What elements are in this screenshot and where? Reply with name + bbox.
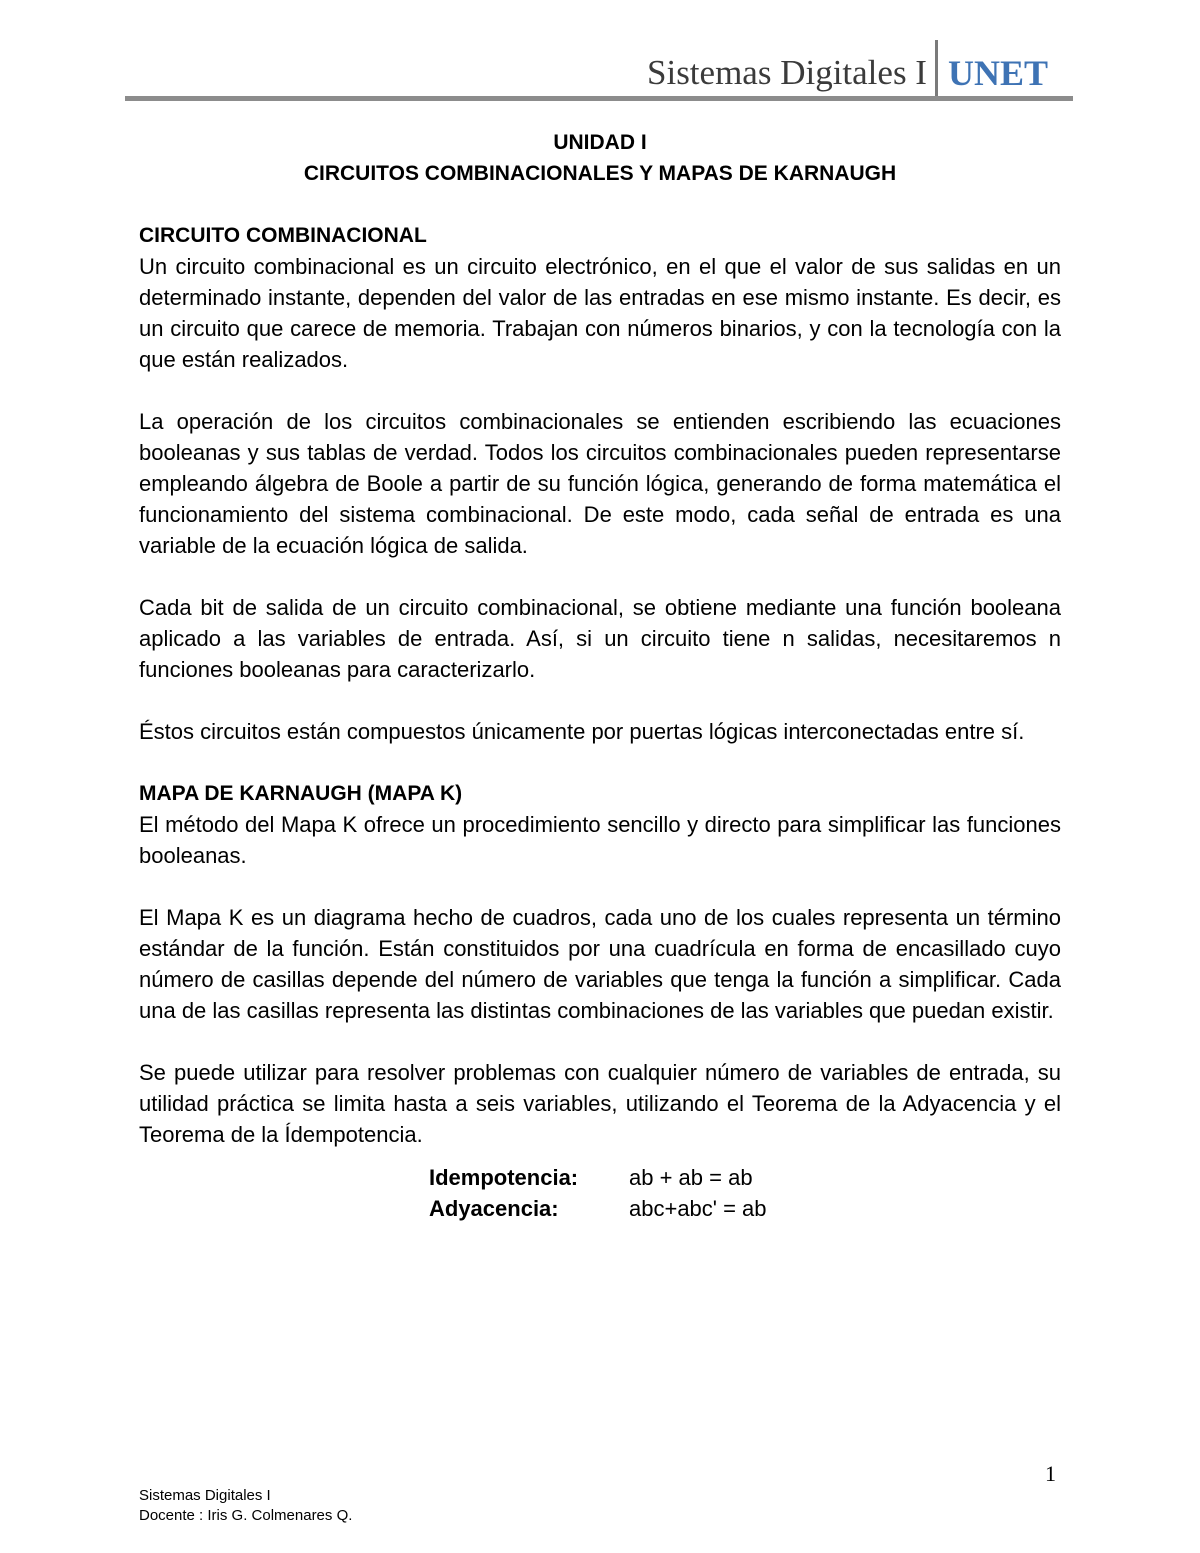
header-rule	[125, 96, 1073, 101]
paragraph: Se puede utilizar para resolver problemas con cualquier número de variables de entrada, su utilidad práctica se limita hasta a seis variables, utilizando el Teorema de la Adyacencia y el Teorema de la Ídempotencia.	[139, 1060, 1061, 1147]
equation-label: Idempotencia:	[429, 1165, 579, 1190]
page-number: 1	[1045, 1461, 1056, 1486]
equation-row	[429, 1193, 1061, 1224]
paragraph: Éstos circuitos están compuestos únicamente por puertas lógicas interconectadas entre sí.	[139, 719, 1025, 744]
page-footer	[139, 1486, 352, 1526]
equation-label: Adyacencia:	[429, 1196, 559, 1221]
section-heading-karnaugh: MAPA DE KARNAUGH (MAPA K)	[139, 782, 463, 805]
unit-title: UNIDAD I	[553, 131, 647, 154]
equation-row	[429, 1162, 1061, 1193]
paragraph: Un circuito combinacional es un circuito electrónico, en el que el valor de sus salidas en un determinado instante, dependen del valor de las entradas en ese mismo instante. Es decir, es un circuito que carece de memoria. Trabajan con números binarios, y con la tecnología con la que están realizados.	[139, 254, 1061, 372]
paragraph: El Mapa K es un diagrama hecho de cuadros, cada uno de los cuales representa un término estándar de la función. Están constituidos por una cuadrícula en forma de encasillado cuyo número de casillas depende del número de variables que tenga la función a simplificar. Cada una de las casillas representa las distintas combinaciones de las variables que puedan existir.	[139, 905, 1061, 1023]
paragraph: El método del Mapa K ofrece un procedimiento sencillo y directo para simplificar las funciones booleanas.	[139, 812, 1061, 868]
paragraph: La operación de los circuitos combinacionales se entienden escribiendo las ecuaciones booleanas y sus tablas de verdad. Todos los circuitos combinacionales pueden representarse empleando álgebra de Boole a partir de su función lógica, generando de forma matemática el funcionamiento del sistema combinacional. De este modo, cada señal de entrada es una variable de la ecuación lógica de salida.	[139, 409, 1061, 558]
page-header	[647, 42, 1048, 98]
main-title: CIRCUITOS COMBINACIONALES Y MAPAS DE KARNAUGH	[303, 162, 897, 185]
equation-value: ab + ab = ab	[629, 1165, 753, 1190]
equations-block	[429, 1162, 1061, 1224]
document-body	[139, 127, 1061, 1224]
footer-teacher: Docente : Iris G. Colmenares Q.	[139, 1507, 353, 1524]
paragraph: Cada bit de salida de un circuito combinacional, se obtiene mediante una función booleana aplicado a las variables de entrada. Así, si un circuito tiene n salidas, necesitaremos n funciones booleanas para caracterizarlo.	[139, 595, 1061, 682]
footer-course: Sistemas Digitales I	[139, 1487, 271, 1504]
equation-value: abc+abc' = ab	[629, 1196, 767, 1221]
header-title: Sistemas Digitales I	[647, 53, 927, 92]
section-heading-combinational: CIRCUITO COMBINACIONAL	[139, 224, 427, 247]
header-logo: UNET	[947, 53, 1048, 93]
